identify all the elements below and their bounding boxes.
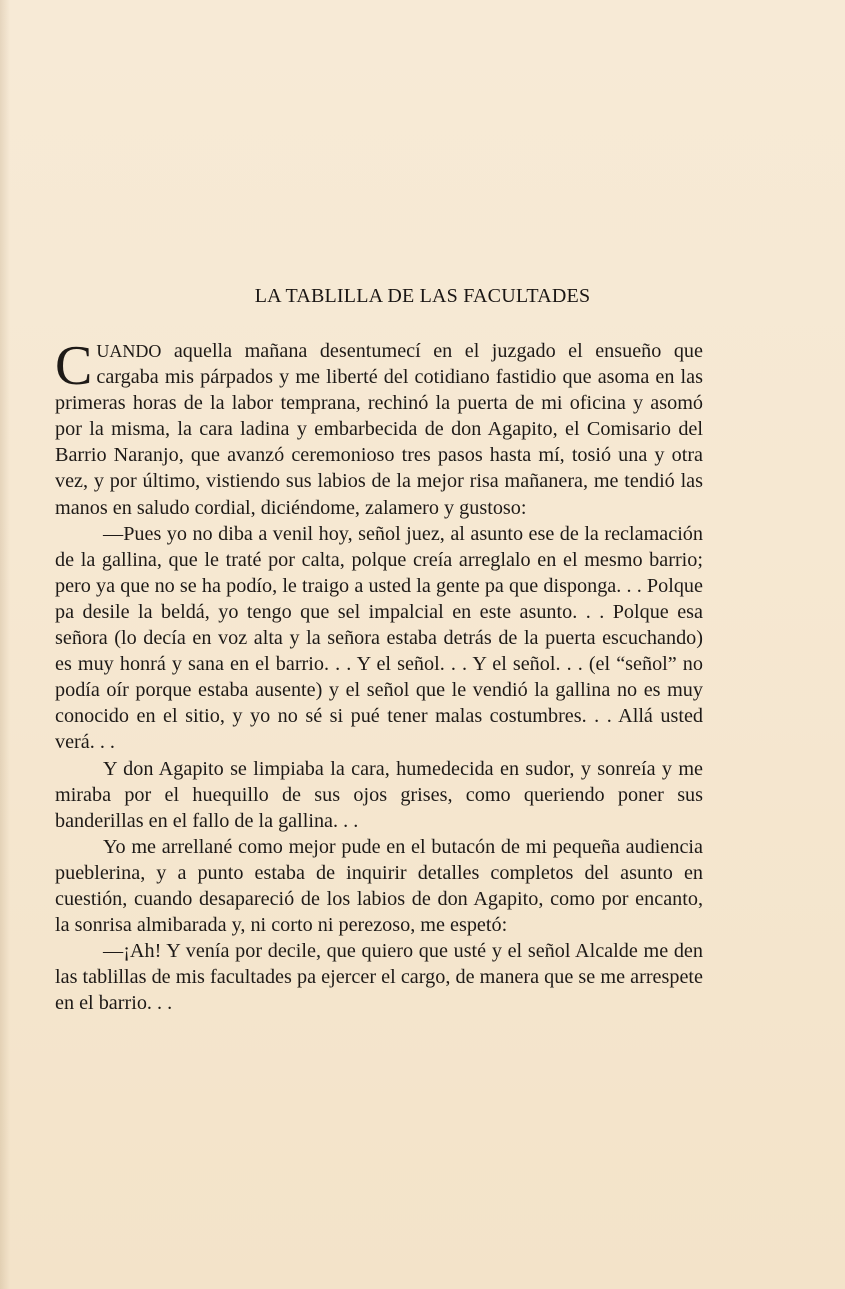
paragraph-4: Yo me arrellané como mejor pude en el butacón de mi pequeña audiencia pueblerina, y a punto estaba de inquirir detalles completos del asunto en cuestión, cuando desapareció de los labios de don Agapito, como por encanto, la sonrisa almibarada y, ni corto ni perezoso, me espetó:: [55, 835, 703, 937]
opening-paragraph: [55, 335, 703, 521]
paragraph-2: —Pues yo no diba a venil hoy, señol juez, al asunto ese de la reclamación de la gallina, que le traté por calta, polque creía arreglalo en el mesmo barrio; pero ya que no se ha podío, le traigo a usted la gente pa que disponga. . . Polque pa desile la beldá, yo tengo que sel impalcial en este asunto. . . Polque esa señora (lo decía en voz alta y la señora estaba detrás de la puerta escuchando) es muy honrá y sana en el barrio. . . Y el señol. . . Y el señol. . . (el “señol” no podía oír porque estaba ausente) y el señol que le vendió la gallina no es muy conocido en el sitio, y yo no sé si pué tener malas costumbres. . . Allá usted verá. . .: [55, 522, 703, 754]
drop-cap: C: [55, 335, 93, 397]
paragraph-3: Y don Agapito se limpiaba la cara, humedecida en sudor, y sonreía y me miraba por el huequillo de sus ojos grises, como queriendo poner sus banderillas en el fallo de la gallina. . .: [55, 757, 703, 832]
chapter-title: LA TABLILLA DE LAS FACULTADES: [254, 285, 591, 307]
paragraph-5: —¡Ah! Y venía por decile, que quiero que usté y el señol Alcalde me den las tablillas de mis facultades pa ejercer el cargo, de manera que se me arrespete en el barrio. . .: [55, 940, 703, 1015]
opening-text: aquella mañana desentumecí en el juzgado el ensueño que cargaba mis párpados y me liberté del cotidiano fastidio que asoma en las primeras horas de la labor temprana, rechinó la puerta de mi oficina y asomó por la misma, la cara ladina y embarbecida de don Agapito, el Comisario del Barrio Naranjo, que avanzó ceremonioso tres pasos hasta mí, tosió una y otra vez, y por último, vistiendo sus labios de la mejor risa mañanera, me tendió las manos en saludo cordial, diciéndome, zalamero y gustoso:: [55, 340, 703, 519]
opening-small-caps: UANDO: [96, 341, 162, 361]
chapter-body: [55, 335, 703, 1016]
